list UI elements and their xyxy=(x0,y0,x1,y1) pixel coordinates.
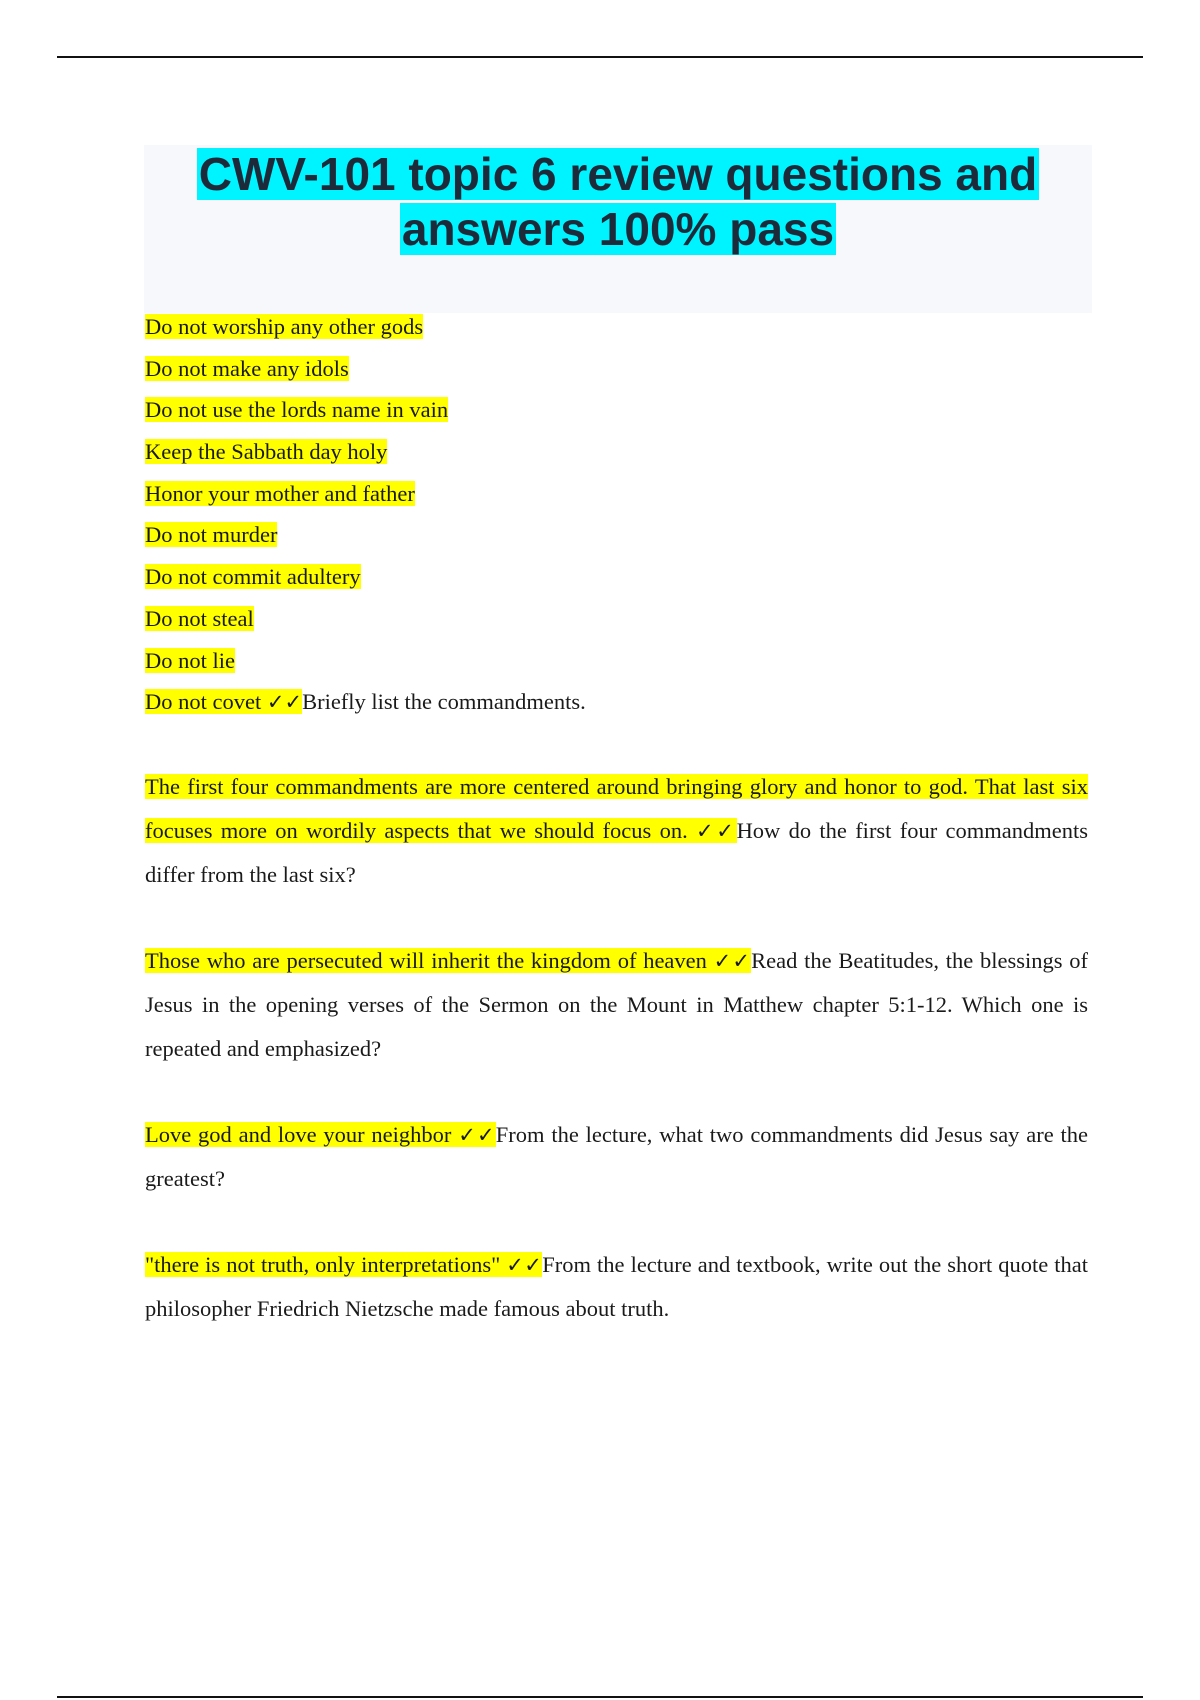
document-title xyxy=(144,145,1092,257)
answer-text: Love god and love your neighbor ✓✓ xyxy=(145,1121,496,1147)
top-rule xyxy=(57,56,1143,58)
bottom-rule xyxy=(57,1696,1143,1698)
list-item: Do not use the lords name in vain xyxy=(145,397,449,423)
qa-item xyxy=(145,1243,1088,1331)
list-item: Do not lie xyxy=(145,647,235,673)
list-item: Do not worship any other gods xyxy=(145,314,424,339)
answer-text: Those who are persecuted will inherit the kingdom of heaven ✓✓ xyxy=(145,947,752,973)
qa-item xyxy=(145,765,1088,897)
list-item: Do not commit adultery xyxy=(145,564,361,590)
list-item: Do not make any idols xyxy=(145,355,349,381)
answer-text: The first four commandments are more centered around bringing glory and honor to god. That last six focuses more on wordily aspects that we should focus on. ✓✓ xyxy=(145,773,1088,843)
question-text: Briefly list the commandments. xyxy=(302,689,586,715)
document-body xyxy=(145,306,1088,1331)
qa-item xyxy=(145,939,1088,1071)
answer-text: "there is not truth, only interpretations" ✓✓ xyxy=(145,1251,543,1277)
question-text: From the lecture and textbook, write out the short quote that philosopher Friedrich Nietzsche made famous about truth. xyxy=(145,1251,1088,1321)
title-box xyxy=(144,145,1092,313)
question-text: Read the Beatitudes, the blessings of Jesus in the opening verses of the Sermon on the Mount in Matthew chapter 5:1-12. Which one is repeated and emphasized? xyxy=(145,947,1088,1061)
qa-item xyxy=(145,1113,1088,1201)
question-text: From the lecture, what two commandments did Jesus say are the greatest? xyxy=(145,1121,1088,1191)
list-item: Do not murder xyxy=(145,522,278,548)
title-line-2: answers 100% pass xyxy=(401,203,835,255)
checkmark-icon: ✓✓ xyxy=(713,948,752,973)
title-line-1: CWV-101 topic 6 review questions and xyxy=(198,148,1038,200)
checkmark-icon: ✓✓ xyxy=(506,1252,543,1277)
checkmark-icon: ✓✓ xyxy=(266,690,303,715)
list-item: Honor your mother and father xyxy=(145,480,415,506)
checkmark-icon: ✓✓ xyxy=(696,818,737,843)
commandments-list xyxy=(145,306,1088,723)
list-item: Keep the Sabbath day holy xyxy=(145,439,388,465)
list-item: Do not steal xyxy=(145,605,254,631)
list-item: Do not covet ✓✓Briefly list the commandments. xyxy=(145,689,586,715)
checkmark-icon: ✓✓ xyxy=(458,1122,496,1147)
question-text: How do the first four commandments differ from the last six? xyxy=(145,817,1088,887)
